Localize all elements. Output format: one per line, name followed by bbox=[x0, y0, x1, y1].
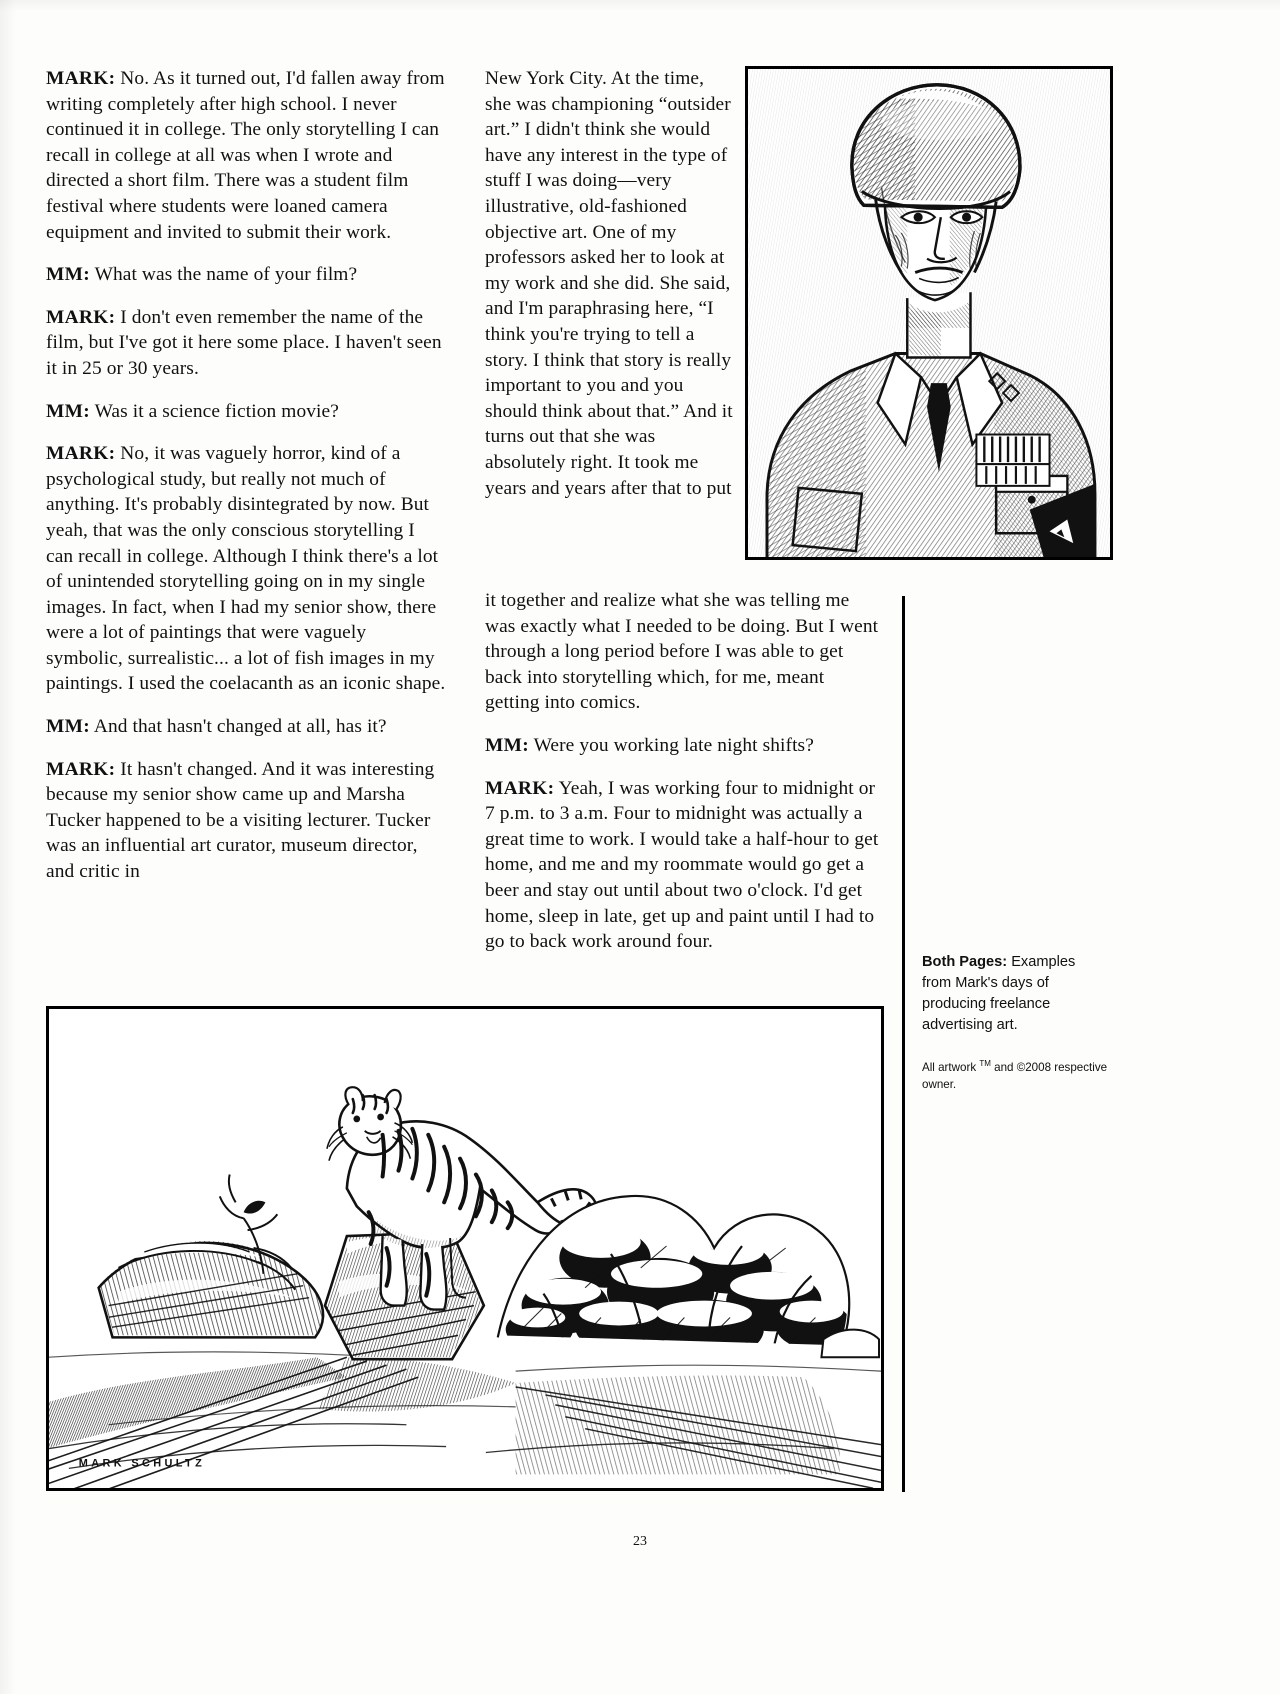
text-column-right-top bbox=[485, 66, 735, 501]
page-number: 23 bbox=[633, 1534, 647, 1549]
speaker-label: MM: bbox=[46, 264, 90, 286]
scan-edge-shading-left bbox=[0, 0, 16, 1694]
tiger-illustration bbox=[46, 1006, 884, 1491]
speaker-label: MM: bbox=[46, 400, 90, 422]
sidebar-caption bbox=[922, 952, 1108, 1036]
caption-lead-label: Both Pages: bbox=[922, 954, 1008, 970]
caption-body-text: Examples from Mark's days of producing freelance advertising art. bbox=[922, 954, 1076, 1033]
paragraph-text: No, it was vaguely horror, kind of a psychological study, but really not much of anything. It's probably disintegrated by now. But yeah, that was the only conscious storytelling I can recall in college. Although I think there's a lot of unintended storytelling going on in my single images. In fact, when I had my senior show, there were a lot of paintings that were vaguely symbolic, surrealistic... a lot of fish images in my paintings. I used the coelacanth as an iconic shape. bbox=[46, 443, 446, 695]
paragraph-text: Were you working late night shifts? bbox=[528, 734, 814, 756]
interview-paragraph bbox=[46, 262, 446, 288]
speaker-label: MARK: bbox=[46, 306, 116, 328]
interview-paragraph bbox=[485, 588, 883, 716]
soldier-artwork-svg bbox=[748, 69, 1110, 557]
paragraph-text: What was the name of your film? bbox=[89, 264, 358, 286]
text-column-left bbox=[46, 66, 446, 885]
interview-paragraph bbox=[46, 714, 446, 740]
paragraph-text: Was it a science fiction movie? bbox=[89, 400, 339, 422]
paragraph-text: I don't even remember the name of the film, but I've got it here some place. I haven't seen it in 25 or 30 years. bbox=[46, 306, 442, 379]
credit-suffix-text: and ©2008 respective owner. bbox=[922, 1060, 1108, 1092]
speaker-label: MARK: bbox=[46, 758, 116, 780]
interview-paragraph bbox=[485, 733, 883, 759]
paragraph-text: No. As it turned out, I'd fallen away from writing completely after high school. I never continued it in college. The only storytelling I can recall in college at all was when I wrote and directed a short film. There was a student film festival where students were loaned camera equipment and invited to submit their work. bbox=[46, 68, 445, 243]
sidebar-credit bbox=[922, 1055, 1108, 1094]
interview-paragraph bbox=[46, 399, 446, 425]
paragraph-text: It hasn't changed. And it was interesting because my senior show came up and Marsha Tucker happened to be a visiting lecturer. Tucker was an influential art curator, museum director, and critic in bbox=[46, 758, 435, 883]
tiger-artwork-svg bbox=[49, 1009, 881, 1488]
speaker-label: MARK: bbox=[485, 777, 555, 799]
interview-paragraph bbox=[485, 66, 735, 501]
paragraph-text: And that hasn't changed at all, has it? bbox=[89, 716, 387, 738]
sidebar-vertical-rule bbox=[902, 596, 905, 1492]
interview-paragraph bbox=[46, 66, 446, 245]
interview-paragraph bbox=[46, 441, 446, 697]
interview-paragraph bbox=[485, 776, 883, 955]
artist-signature-text: MARK SCHULTZ bbox=[78, 1457, 206, 1470]
interview-paragraph bbox=[46, 757, 446, 885]
text-column-right-bottom bbox=[485, 588, 883, 955]
paragraph-text: it together and realize what she was telling me was exactly what I needed to be doing. But I went through a long period before I was able to get back into storytelling which, for me, meant getting into comics. bbox=[485, 590, 879, 714]
trademark-symbol: TM bbox=[979, 1059, 991, 1068]
speaker-label: MM: bbox=[46, 716, 90, 738]
speaker-label: MARK: bbox=[46, 443, 116, 465]
credit-prefix-text: All artwork bbox=[922, 1060, 980, 1074]
interview-paragraph bbox=[46, 305, 446, 382]
speaker-label: MARK: bbox=[46, 68, 116, 89]
paragraph-text: Yeah, I was working four to midnight or 7 p.m. to 3 a.m. Four to midnight was actually a great time to work. I would take a half-hour to get home, and me and my roommate would go get a beer and stay out until about two o'clock. I'd get home, sleep in late, get up and paint until I had to go to back work around four. bbox=[485, 777, 879, 953]
soldier-illustration bbox=[745, 66, 1113, 560]
scan-edge-shading-top bbox=[0, 0, 1280, 12]
paragraph-text: New York City. At the time, she was championing “outsider art.” I didn't think she would have any interest in the type of stuff I was doing—very illustrative, old-fashioned objective art. One of my professors asked her to look at my work and she did. She said, and I'm paraphrasing here, “I think you're trying to tell a story. I think that story is really important to you and you should think about that.” And it turns out that she was absolutely right. It took me years and years after that to put bbox=[485, 68, 733, 499]
speaker-label: MM: bbox=[485, 734, 529, 756]
